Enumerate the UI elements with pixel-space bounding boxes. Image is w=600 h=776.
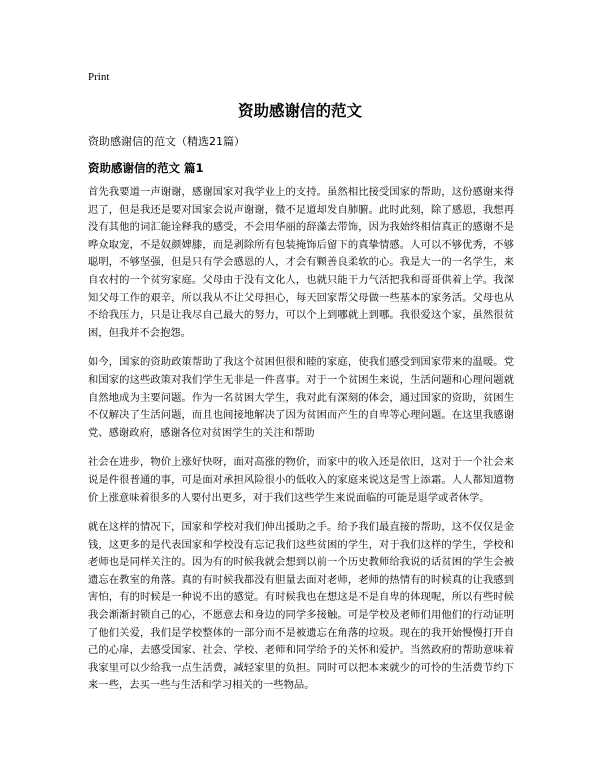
document-subtitle: 资助感谢信的范文（精选21篇） xyxy=(88,135,245,148)
letter-body xyxy=(88,184,514,707)
paragraph: 如今，国家的资助政策帮助了我这个贫困但很和睦的家庭，使我们感受到国家带来的温暖。党和国家的这些政策对我们学生无非是一件喜事。对于一个贫困生来说，生活问题和心理问题就自然地成为主要问题。作为一名贫困大学生，我对此有深刻的体会，通过国家的资助，贫困生不仅解决了生活问题，而且也间接地解决了因为贫困而产生的自卑等心理问题。在这里我感谢党、感谢政府，感谢各位对贫困学生的关注和帮助 xyxy=(88,356,514,439)
paragraph: 社会在进步，物价上涨好快呀，面对高涨的物价，而家中的收入还是依旧，这对于一个社会来说是件很普通的事，可是面对承担风险很小的低收入的家庭来说这是雪上添霜。人人都知道物价上涨意味着很多的人要付出更多，对于我们这些学生来说面临的可能是退学或者休学。 xyxy=(88,456,514,504)
paragraph: 就在这样的情况下，国家和学校对我们伸出援助之手。给予我们最直接的帮助，这不仅仅是金钱，这更多的是代表国家和学校没有忘记我们这些贫困的学生，对于我们这样的学生，学校和老师也是同样关注的。因为有的时候我就会想到以前一个历史教师给我说的话贫困的学生会被遗忘在教室的角落。真的有时候我都没有胆量去面对老师，老师的热情有的时候真的让我感到害怕，有的时候是一种说不出的感觉。有时候我也在想这是不是自卑的体现呢，所以有些时候我会渐渐封锁自己的心，不愿意去和身边的同学多接触。可是学校及老师们用他们的行动证明了他们关爱，我们是学校整体的一部分而不是被遗忘在角落的垃圾。现在的我开始慢慢打开自己的心扉，去感受国家、社会、学校、老师和同学给予的关怀和爱护。当然政府的帮助意味着我家里可以少给我一点生活费，减轻家里的负担。同时可以把本来就少的可怜的生活费节约下来一些，去买一些与生活和学习相关的一些物品。 xyxy=(88,521,514,692)
print-link[interactable]: Print xyxy=(88,71,110,83)
document-title: 资助感谢信的范文 xyxy=(237,102,362,120)
section-heading: 资助感谢信的范文 篇1 xyxy=(88,161,204,175)
paragraph: 首先我要道一声谢谢，感谢国家对我学业上的支持。虽然相比接受国家的帮助，这份感谢来得迟了，但是我还是要对国家会说声谢谢，微不足道却发自肺腑。此时此刻，除了感恩，我想再没有其他的词汇能诠释我的感受，不会用华丽的辞藻去带饰，因为我始终相信真正的感谢不是哗众取宠，不是奴颜婢膝，而是剥除所有包装掩饰后留下的真挚情感。人可以不够优秀，不够聪明，不够坚强，但是只有学会感恩的人，才会有颗善良柔软的心。我是大一的一名学生，来自农村的一个贫穷家庭。父母由于没有文化人，也就只能干力气活把我和哥哥供着上学。我深知父母工作的艰辛，所以我从不让父母担心，每天回家帮父母做一些基本的家务活。父母也从不给我压力，只是让我尽自己最大的努力，可以个上到哪就上到哪。我很爱这个家，虽然很贫困，但我并不会抱怨。 xyxy=(88,186,514,339)
